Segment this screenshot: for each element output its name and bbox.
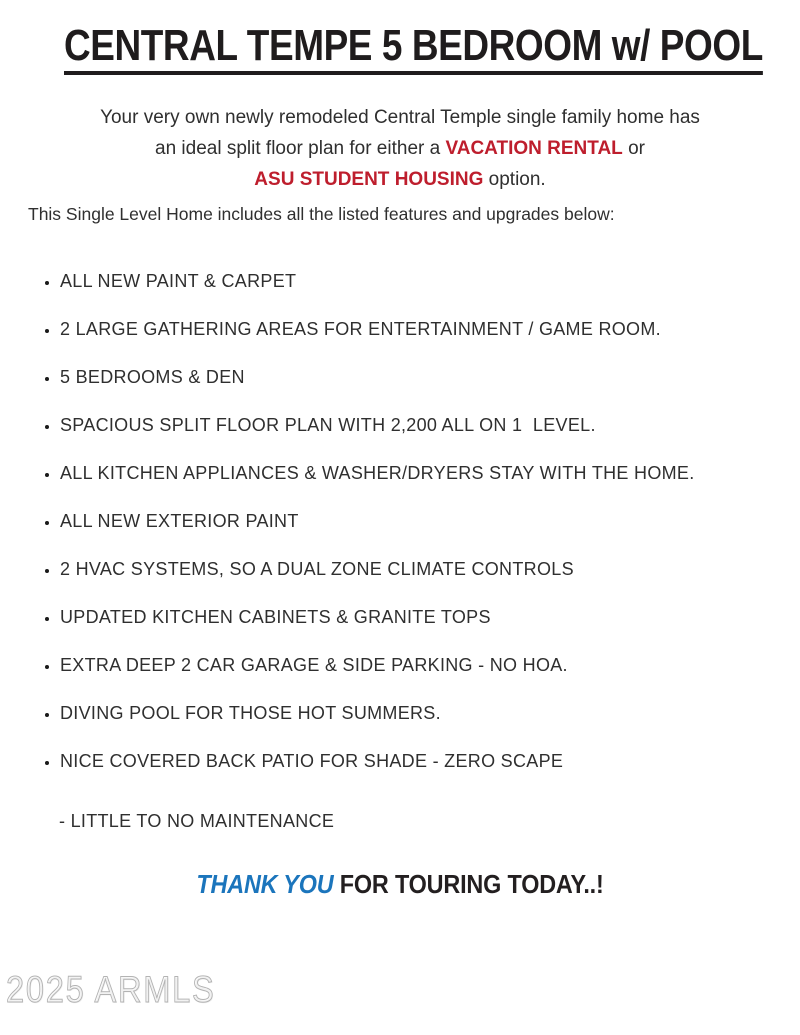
list-item: • 5 BEDROOMS & DEN: [60, 367, 780, 387]
intro-line1: Your very own newly remodeled Central Temple single family home has: [100, 107, 700, 128]
vacation-rental-highlight: VACATION RENTAL: [445, 138, 623, 159]
thank-you-rest: FOR TOURING TODAY..!: [333, 869, 604, 899]
intro-paragraph: [0, 102, 800, 195]
list-item: • ALL NEW EXTERIOR PAINT: [60, 511, 780, 531]
list-item: • ALL KITCHEN APPLIANCES & WASHER/DRYERS STAY WITH THE HOME.: [60, 463, 780, 483]
features-list: [0, 271, 800, 771]
thank-you-highlight: THANK YOU: [196, 869, 334, 899]
page-title-text: CENTRAL TEMPE 5 BEDROOM w/ POOL: [64, 24, 763, 75]
list-item: • DIVING POOL FOR THOSE HOT SUMMERS.: [60, 703, 780, 723]
list-item: • 2 HVAC SYSTEMS, SO A DUAL ZONE CLIMATE CONTROLS: [60, 559, 780, 579]
armls-watermark: 2025 ARMLS: [6, 969, 216, 1010]
intro-line2-pre: an ideal split floor plan for either a: [155, 138, 446, 159]
list-item: • 2 LARGE GATHERING AREAS FOR ENTERTAINMENT / GAME ROOM.: [60, 319, 780, 339]
maintenance-note: - LITTLE TO NO MAINTENANCE: [59, 811, 335, 831]
thank-you-line: [40, 869, 760, 900]
intro-line3-post: option.: [483, 169, 546, 190]
list-item: • EXTRA DEEP 2 CAR GARAGE & SIDE PARKING - NO HOA.: [60, 655, 780, 675]
list-item: • NICE COVERED BACK PATIO FOR SHADE - ZERO SCAPE: [60, 751, 780, 771]
asu-housing-highlight: ASU STUDENT HOUSING: [254, 169, 484, 190]
list-item: • SPACIOUS SPLIT FLOOR PLAN WITH 2,200 ALL ON 1 LEVEL.: [60, 415, 780, 435]
page-title: [64, 21, 763, 75]
list-item: • ALL NEW PAINT & CARPET: [60, 271, 780, 291]
features-heading: This Single Level Home includes all the listed features and upgrades below:: [28, 204, 615, 224]
intro-line2-post: or: [622, 138, 645, 159]
list-item: • UPDATED KITCHEN CABINETS & GRANITE TOPS: [60, 607, 780, 627]
